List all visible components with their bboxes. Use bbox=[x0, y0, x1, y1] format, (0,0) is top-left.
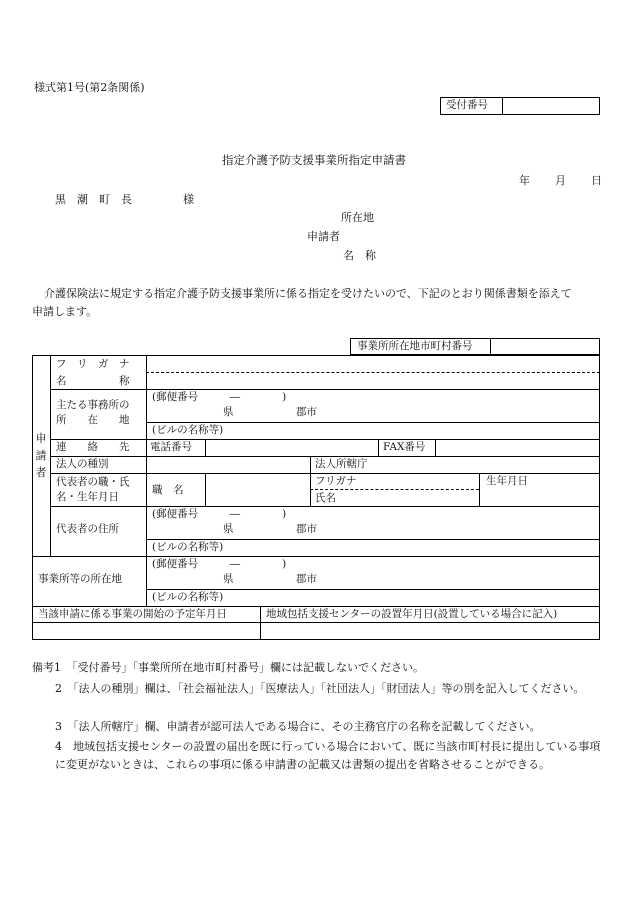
rep-gun: 郡市 bbox=[296, 523, 317, 535]
addressee: 黒 潮 町 長 bbox=[55, 193, 132, 206]
main-office-label-1: 主たる事務所の bbox=[56, 399, 130, 411]
receipt-number-label: 受付番号 bbox=[446, 99, 488, 111]
furigana-label: フ リ ガ ナ bbox=[56, 358, 130, 370]
main-office-label-2: 所 在 地 bbox=[56, 414, 130, 426]
note-2: 2 「法人の種別」欄は、「社会福祉法人」「医療法人」「社団法人」「財団法人」等の別を記入してください。 bbox=[55, 682, 585, 695]
intro-line-1: 介護保険法に規定する指定介護予防支援事業所に係る指定を受けたいので、下記のとおり関係書類を添えて bbox=[44, 287, 572, 300]
municipality-number-label: 事業所所在地市町村番号 bbox=[357, 340, 473, 352]
applicant-vertical-label: 申請者 bbox=[35, 432, 47, 479]
office-location-label: 事業所等の所在地 bbox=[38, 573, 122, 585]
addressee-suffix: 様 bbox=[183, 193, 194, 206]
date-day: 日 bbox=[591, 174, 602, 187]
document-title: 指定介護予防支援事業所指定申請書 bbox=[222, 153, 406, 167]
form-number: 様式第1号(第2条関係) bbox=[34, 81, 145, 94]
center-date-label: 地域包括支援センターの設置年月日(設置している場合に記入) bbox=[266, 608, 558, 620]
note-4: 4 地域包括支援センターの設置の届出を既に行っている場合において、既に当該市町村長に提出している事項に変更がないときは、これらの事項に係る申請書の記載又は書類の提出を省略させることができる。 bbox=[55, 740, 601, 771]
fax-label: FAX番号 bbox=[383, 441, 426, 453]
start-date-label: 当該申請に係る事業の開始の予定年月日 bbox=[38, 608, 227, 620]
representative-label-2: 名・生年月日 bbox=[56, 491, 119, 503]
corp-authority-label: 法人所轄庁 bbox=[315, 458, 368, 470]
rep-prefecture: 県 bbox=[223, 523, 234, 535]
date-year: 年 bbox=[519, 174, 530, 187]
office-gun: 郡市 bbox=[296, 573, 317, 585]
position-label: 職 名 bbox=[152, 484, 184, 496]
contact-label: 連 絡 先 bbox=[56, 441, 130, 453]
rep-furigana-label: フリガナ bbox=[315, 475, 357, 487]
corp-type-label: 法人の種別 bbox=[56, 458, 109, 470]
applicant-label: 申請者 bbox=[307, 230, 340, 243]
main-office-prefecture: 県 bbox=[223, 406, 234, 418]
main-office-gun: 郡市 bbox=[296, 406, 317, 418]
phone-label: 電話番号 bbox=[150, 441, 192, 453]
office-prefecture: 県 bbox=[223, 573, 234, 585]
intro-line-2: 申請します。 bbox=[32, 305, 98, 318]
note-3: 3 「法人所轄庁」欄、申請者が認可法人である場合に、その主務官庁の名称を記載してください。 bbox=[55, 720, 541, 733]
main-office-postal: (郵便番号 ― ) bbox=[152, 391, 287, 403]
date-month: 月 bbox=[555, 174, 566, 187]
representative-label-1: 代表者の職・氏 bbox=[56, 476, 130, 488]
office-postal: (郵便番号 ― ) bbox=[152, 558, 287, 570]
rep-address-label: 代表者の住所 bbox=[56, 523, 119, 535]
applicant-address-label: 所在地 bbox=[341, 211, 374, 224]
note-1: 備考1 「受付番号」「事業所所在地市町村番号」欄には記載しないでください。 bbox=[32, 661, 424, 674]
rep-building: (ビルの名称等) bbox=[152, 541, 224, 553]
office-building: (ビルの名称等) bbox=[152, 591, 224, 603]
name-label: 名 称 bbox=[56, 375, 130, 387]
rep-postal: (郵便番号 ― ) bbox=[152, 508, 287, 520]
rep-name-label: 氏名 bbox=[315, 492, 336, 504]
birthdate-label: 生年月日 bbox=[486, 475, 528, 487]
applicant-name-label: 名 称 bbox=[343, 249, 376, 262]
main-office-building: (ビルの名称等) bbox=[152, 424, 224, 436]
